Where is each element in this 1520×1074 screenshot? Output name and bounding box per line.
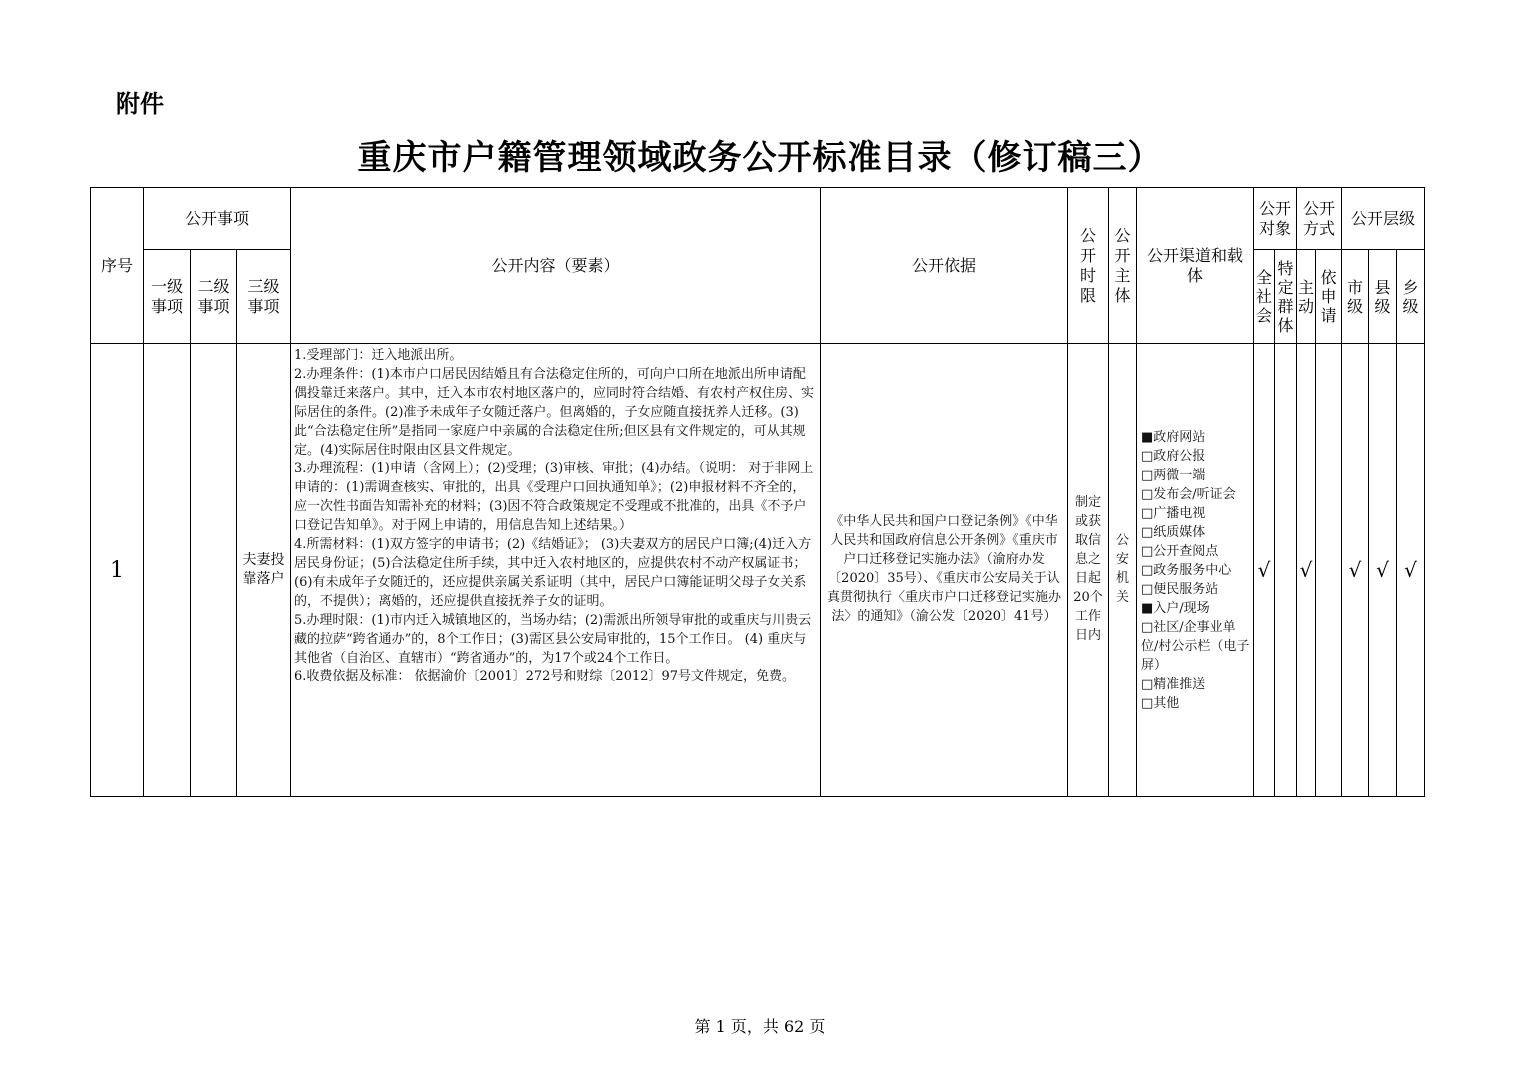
- header-level-county: 县级: [1369, 250, 1397, 344]
- header-method-request: 依申请: [1316, 250, 1342, 344]
- header-level-city: 市级: [1342, 250, 1369, 344]
- header-method-group: 公开方式: [1297, 188, 1342, 250]
- row-item-level3: 夫妻投靠落户: [237, 344, 291, 797]
- row-audience-specific-check: [1275, 344, 1297, 797]
- row-seq: 1: [91, 344, 144, 797]
- row-time-limit: 制定或获取信息之日起20个工作日内: [1068, 344, 1109, 797]
- page-footer: 第 1 页，共 62 页: [694, 1017, 826, 1036]
- header-time-limit: 公开时限: [1068, 188, 1109, 344]
- table-row: [91, 344, 1425, 797]
- catalog-table: [90, 187, 1425, 797]
- row-channels: ■政府网站 □政府公报 □两微一端 □发布会/听证会 □广播电视 □纸质媒体 □公开查阅点 □政务服务中心 □便民服务站 ■入户/现场 □社区/企事业单位/村公示栏（电子屏） □精准推送 □其他: [1137, 344, 1254, 797]
- header-channels: 公开渠道和载体: [1137, 188, 1254, 344]
- header-audience-group: 公开对象: [1254, 188, 1297, 250]
- row-level-city-check: √: [1342, 344, 1369, 797]
- row-content: 1.受理部门：迁入地派出所。 2.办理条件：(1)本市户口居民因结婚且有合法稳定住所的，可向户口所在地派出所申请配偶投靠迁来落户。其中，迁入本市农村地区落户的，应同时符合结婚、有农村产权住房、实际居住的条件。(2)准予未成年子女随迁落户。但离婚的，子女应随直接抚养人迁移。(3) 此“合法稳定住所”是指同一家庭户中亲属的合法稳定住所;但区县有文件规定的，可从其规定。(4)实际居住时限由区县文件规定。 3.办理流程：(1)申请（含网上）；(2)受理；(3)审核、审批；(4)办结。（说明： 对于非网上申请的：(1)需调查核实、审批的，出具《受理户口回执通知单》；(2)申报材料不齐全的，应一次性书面告知需补充的材料；(3)因不符合政策规定不受理或不批准的，出具《不予户口登记告知单》。对于网上申请的，用信息告知上述结果。） 4.所需材料：(1)双方签字的申请书；(2)《结婚证》； (3)夫妻双方的居民户口簿;(4)迁入方居民身份证；(5)合法稳定住所手续，其中迁入农村地区的，应提供农村不动产权属证书；(6)有未成年子女随迁的，还应提供亲属关系证明（其中，居民户口簿能证明父母子女关系的，不提供）；离婚的，还应提供直接抚养子女的证明。 5.办理时限：(1)市内迁入城镇地区的，当场办结；(2)需派出所领导审批的或重庆与川贵云藏的拉萨“跨省通办”的，8个工作日；(3)需区县公安局审批的，15个工作日。 (4) 重庆与其他省（自治区、直辖市）“跨省通办”的，为17个或24个工作日。 6.收费依据及标准： 依据渝价〔2001〕272号和财综〔2012〕97号文件规定，免费。: [291, 344, 821, 797]
- header-item-level3: 三级事项: [237, 250, 291, 344]
- row-item-level1: [144, 344, 191, 797]
- header-items-group: 公开事项: [144, 188, 291, 250]
- annex-label: 附件: [116, 90, 164, 118]
- header-item-level1: 一级事项: [144, 250, 191, 344]
- row-item-level2: [191, 344, 237, 797]
- header-audience-all: 全社会: [1254, 250, 1275, 344]
- row-method-active-check: √: [1297, 344, 1316, 797]
- row-method-request-check: [1316, 344, 1342, 797]
- header-method-active: 主动: [1297, 250, 1316, 344]
- row-level-county-check: √: [1369, 344, 1397, 797]
- header-level-township: 乡级: [1397, 250, 1425, 344]
- header-subject: 公开主体: [1109, 188, 1137, 344]
- header-item-level2: 二级事项: [191, 250, 237, 344]
- document-title: 重庆市户籍管理领域政务公开标准目录（修订稿三）: [357, 138, 1163, 178]
- header-seq: 序号: [91, 188, 144, 344]
- header-basis: 公开依据: [821, 188, 1068, 344]
- header-audience-specific: 特定群体: [1275, 250, 1297, 344]
- header-content: 公开内容（要素）: [291, 188, 821, 344]
- row-basis: 《中华人民共和国户口登记条例》《中华人民共和国政府信息公开条例》《重庆市户口迁移登记实施办法》（渝府办发〔2020〕35号）、《重庆市公安局关于认真贯彻执行〈重庆市户口迁移登记实施办法〉的通知》（渝公发〔2020〕41号）: [821, 344, 1068, 797]
- row-subject: 公安机关: [1109, 344, 1137, 797]
- row-audience-all-check: √: [1254, 344, 1275, 797]
- header-level-group: 公开层级: [1342, 188, 1425, 250]
- row-level-township-check: √: [1397, 344, 1425, 797]
